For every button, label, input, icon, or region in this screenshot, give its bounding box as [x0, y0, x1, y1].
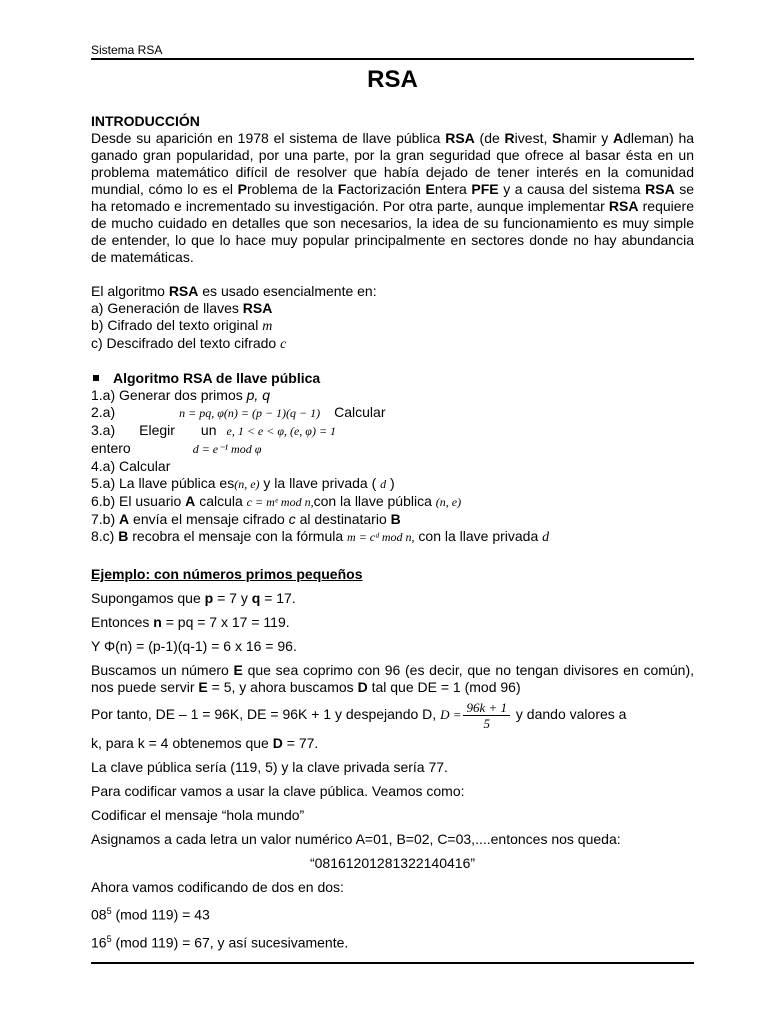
intro-rsa: RSA [445, 130, 475, 146]
math-formula: d = e⁻¹ mod φ [192, 442, 262, 456]
example-text: (mod 119) = 67, y así sucesivamente. [111, 934, 349, 951]
bold-var: A [185, 493, 196, 509]
algorithm-heading [91, 370, 694, 387]
step-vars: p, q [246, 387, 270, 403]
algorithm-step-8 [91, 528, 694, 546]
intro-acronym: PFE [471, 181, 499, 197]
uses-text: a) Generación de llaves [91, 300, 239, 316]
example-text: y dando valores a [515, 706, 627, 723]
bold-var: n [153, 614, 162, 630]
intro-initial: P [237, 181, 247, 197]
algorithm-step-4: 4.a) Calcular [91, 458, 171, 474]
math-formula: m = cᵈ mod n, [347, 530, 415, 544]
intro-text: actorización [346, 181, 421, 197]
example-line-fraction [91, 700, 694, 731]
step-text: ) [390, 475, 395, 491]
algorithm-step-7 [91, 511, 694, 528]
bold-var: p [204, 590, 214, 606]
bold-var: q [251, 590, 261, 606]
bullet-square-icon [93, 375, 99, 381]
algorithm-step-1 [91, 387, 694, 404]
math-formula: (n, e) [234, 477, 260, 491]
step-text: calcula [199, 493, 243, 509]
algorithm-heading-text: Algoritmo RSA de llave pública [113, 370, 321, 386]
example-text: 08 [91, 906, 107, 923]
italic-var: c [288, 511, 296, 527]
intro-initial: E [425, 181, 435, 197]
example-line [91, 614, 694, 631]
intro-initial: R [504, 130, 515, 146]
intro-initial: A [613, 130, 624, 146]
example-section [91, 590, 694, 951]
document-title: RSA [367, 66, 418, 93]
uses-item-c [91, 335, 694, 353]
example-line: Asignamos a cada letra un valor numérico A=01, B=02, C=03,....entonces nos queda: [91, 831, 621, 847]
step-text: entero [91, 440, 131, 456]
example-line [91, 590, 694, 607]
example-text: (mod 119) = 43 [111, 906, 210, 923]
math-formula: c = mᵉ mod n, [246, 495, 314, 509]
step-text: 8.c) [91, 528, 115, 544]
example-line [91, 903, 694, 924]
example-text: = 77. [286, 735, 319, 751]
uses-rsa: RSA [168, 283, 199, 299]
bold-var: D [272, 735, 283, 751]
algorithm-step-3-cont [91, 440, 694, 458]
math-formula: D = [440, 707, 462, 723]
uses-item-a [91, 300, 694, 317]
intro-text: hamir y [561, 130, 609, 146]
bold-var: B [390, 511, 401, 527]
intro-text: se ha retomado e incrementado su investigación. Por otra parte, aunque implementar [91, 181, 695, 214]
math-formula: n = pq, φ(n) = (p − 1)(q − 1) [179, 406, 321, 420]
intro-initial: S [552, 130, 562, 146]
intro-text: (de [479, 130, 500, 146]
step-text: 5.a) La llave pública es [91, 475, 235, 491]
intro-initial: F [337, 181, 347, 197]
example-line: Codificar el mensaje “hola mundo” [91, 807, 305, 823]
step-text: 1.a) Generar dos primos [91, 387, 243, 403]
algorithm-step-2 [91, 404, 694, 422]
step-text: Calcular [334, 404, 386, 420]
intro-text: requiere de mucho cuidado en detalles que son necesarios, la idea de su funcionamiento es muy simple de entender, lo que lo hace muy popular principalmente en sectores donde no hay abundancia de matemáticas. [91, 198, 694, 265]
example-line: “08161201281322140416” [309, 855, 476, 871]
step-text: Elegir [139, 422, 175, 438]
uses-text: b) Cifrado del texto original [91, 317, 259, 333]
document-body [91, 113, 694, 951]
intro-text: ntera [434, 181, 467, 197]
exponent: 5 [106, 933, 112, 944]
example-line [91, 662, 694, 696]
example-text: que sea coprimo con 96 (es decir, que no tengan divisores en común), nos puede servir [91, 662, 695, 695]
algorithm-step-3 [91, 422, 694, 440]
math-var: d [542, 530, 550, 545]
uses-text: c) Descifrado del texto cifrado [91, 335, 277, 351]
algorithm-step-5 [91, 475, 694, 493]
uses-rsa: RSA [242, 300, 273, 316]
step-text: 3.a) [91, 422, 116, 438]
bold-var: D [357, 679, 368, 695]
bold-var: B [118, 528, 129, 544]
exponent: 5 [106, 906, 112, 916]
footer-rule [91, 962, 694, 964]
step-text: al destinatario [299, 511, 387, 527]
intro-text: y a causa del sistema [503, 181, 641, 197]
example-text: = 17. [264, 590, 296, 606]
intro-text: roblema de la [246, 181, 334, 197]
example-line: La clave pública sería (119, 5) y la clave privada sería 77. [91, 759, 448, 775]
step-text: 6.b) El usuario [91, 493, 182, 509]
intro-heading: INTRODUCCIÓN [91, 113, 200, 129]
example-line [91, 931, 694, 952]
bold-var: A [119, 511, 130, 527]
example-text: Por tanto, DE – 1 = 96K, DE = 96K + 1 y despejando D, [91, 706, 437, 723]
intro-text: dleman) ha ganado gran popularidad, por una parte, por la gran seguridad que ofrece al basar ésta en un problema matemático difícil de resolver que había dejado de tener interés en la comunidad mundial, cómo lo es el [91, 130, 695, 197]
step-text: con la llave privada [418, 528, 539, 544]
example-text: 16 [91, 934, 107, 951]
example-text: tal que DE = 1 (mod 96) [371, 679, 521, 695]
intro-rsa: RSA [608, 198, 639, 214]
intro-text: Desde su aparición en 1978 el sistema de llave pública [91, 130, 441, 146]
example-heading: Ejemplo: con números primos pequeños [91, 566, 363, 582]
algorithm-step-6 [91, 493, 694, 511]
document-page [91, 0, 694, 1024]
example-line [91, 735, 694, 752]
intro-rsa: RSA [645, 181, 675, 197]
uses-lead [91, 283, 694, 300]
example-line: Y Φ(n) = (p-1)(q-1) = 6 x 16 = 96. [91, 638, 297, 654]
uses-item-b [91, 317, 694, 335]
bold-var: E [233, 662, 243, 678]
step-text: envía el mensaje cifrado [133, 511, 285, 527]
example-text: = 5, y ahora buscamos [211, 679, 354, 695]
math-var: d [380, 477, 387, 491]
example-text: Supongamos que [91, 590, 201, 606]
running-header: Sistema RSA [91, 43, 163, 57]
step-text: 7.b) [91, 511, 116, 527]
fraction [463, 700, 510, 731]
intro-text: ivest, [514, 130, 548, 146]
step-text: recobra el mensaje con la fórmula [132, 528, 344, 544]
example-text: Entonces [91, 614, 150, 630]
bold-var: E [198, 679, 208, 695]
uses-text: es usado esencialmente en: [202, 283, 377, 299]
step-text: 2.a) [91, 404, 116, 420]
math-formula: (n, e) [435, 495, 462, 509]
step-text: con la llave pública [313, 493, 432, 509]
example-text: Buscamos un número [91, 662, 229, 678]
example-line: Para codificar vamos a usar la clave pública. Veamos como: [91, 783, 465, 799]
fraction-numerator: 96k + 1 [463, 700, 510, 716]
intro-paragraph [91, 130, 694, 266]
math-formula: e, 1 < e < φ, (e, φ) = 1 [226, 424, 337, 438]
step-text: un [200, 422, 217, 438]
example-text: = 7 y [217, 590, 248, 606]
uses-text: El algoritmo [91, 283, 165, 299]
example-text: = pq = 7 x 17 = 119. [165, 614, 290, 630]
step-text: y la llave privada ( [263, 475, 377, 491]
fraction-denominator: 5 [483, 716, 490, 731]
math-var: m [262, 319, 273, 334]
math-var: c [280, 337, 287, 352]
header-rule [91, 58, 694, 60]
example-line: Ahora vamos codificando de dos en dos: [91, 879, 344, 895]
example-text: k, para k = 4 obtenemos que [91, 735, 269, 751]
